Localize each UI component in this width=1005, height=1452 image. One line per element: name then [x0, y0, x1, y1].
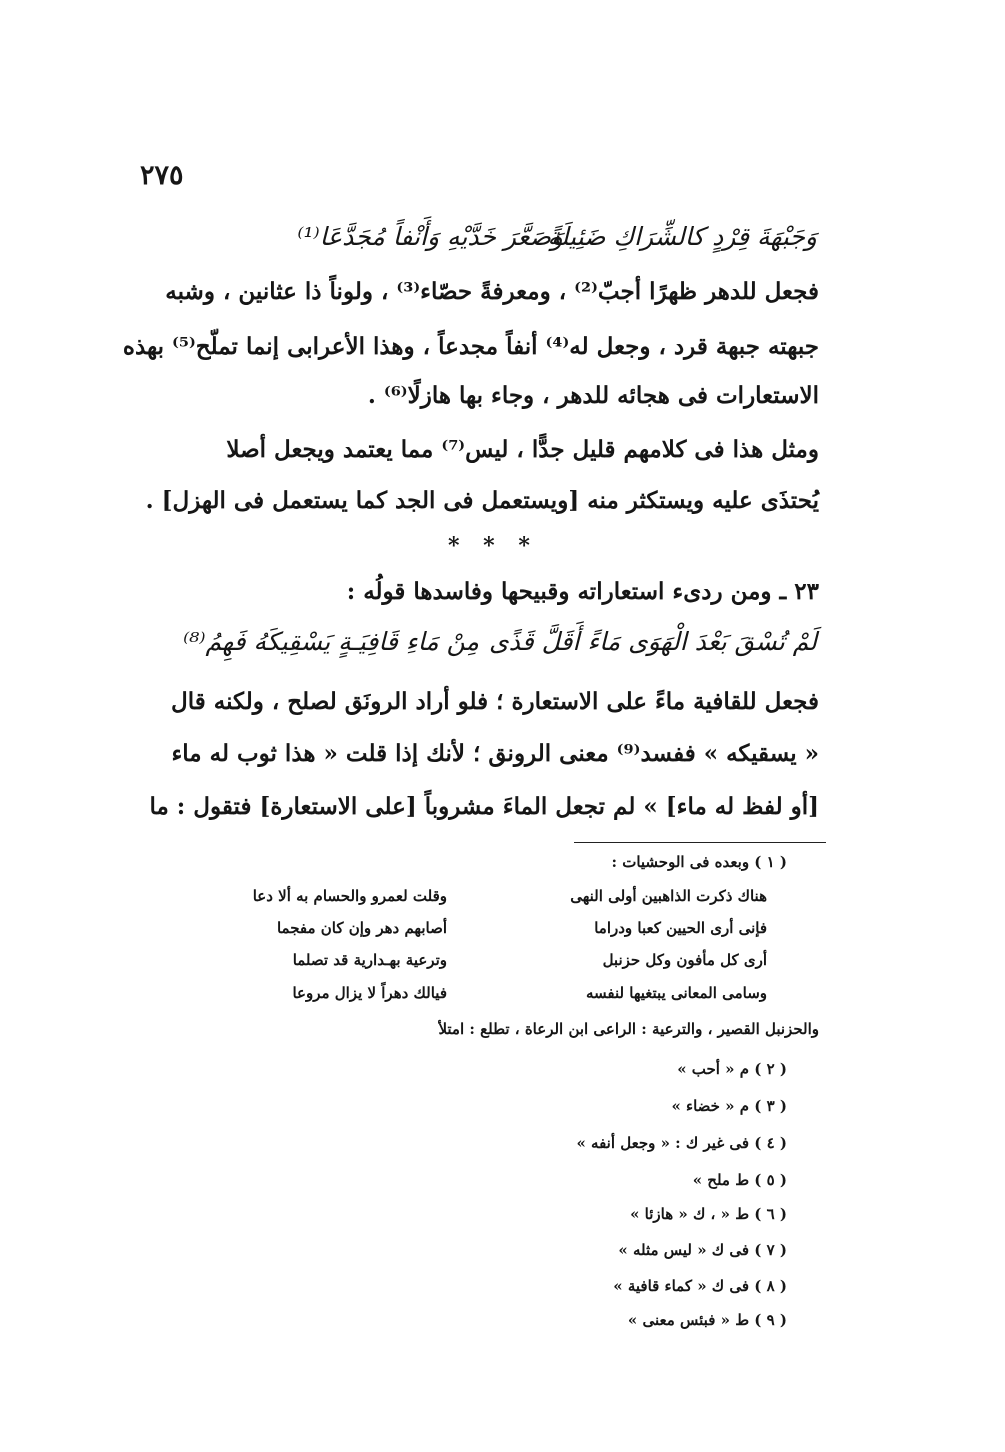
- footnote-1-gloss: والحزنبل القصير ، والترعية : الراعى ابن الرعاة ، تطلع : امتلأ: [438, 1020, 819, 1038]
- verse2-second-hemistich: مِنْ مَاءِ قَافِيَـةٍ يَسْقِيكَهُ فَهِمُ⁽⁸⁾: [183, 627, 479, 656]
- section-separator: * * *: [448, 533, 538, 559]
- paragraph2-line-1: ومثل هذا فى كلامهم قليل جدًّا ، ليس⁽⁷⁾ مما يعتمد ويجعل أصلا: [226, 436, 819, 463]
- footnote-5: ( ٥ ) ط ملح »: [692, 1171, 787, 1189]
- footnote-poem-line-1-left: وقلت لعمرو والحسام به ألا دعا: [252, 887, 447, 905]
- paragraph3-line-3: [أو لفظ له ماء] » لم تجعل الماءَ مشروباً [على الاستعارة] فتقول : ما: [149, 793, 819, 820]
- paragraph1-line-2: جبهته جبهة قرد ، وجعل له⁽⁴⁾ أنفاً مجدعاً ، وهذا الأعرابى إنما تملّح⁽⁵⁾ بهذه: [122, 333, 819, 360]
- footnote-3: ( ٣ ) م « خضاء »: [671, 1097, 787, 1115]
- footnote-poem-line-2-left: أصابهم دهر وإن كان مفجما: [276, 919, 447, 937]
- footnote-divider: [574, 842, 826, 843]
- footnote-7: ( ٧ ) فى ك « ليس مثله »: [618, 1241, 787, 1259]
- paragraph1-line-3: الاستعارات فى هجائه للدهر ، وجاء بها هازلًا⁽⁶⁾ .: [367, 382, 819, 409]
- footnote-8: ( ٨ ) فى ك « كماء قافية »: [613, 1277, 787, 1295]
- verse2-first-hemistich: لَمْ تُسْقَ بَعْدَ الْهَوَى مَاءً أَقَلَّ قَذًى: [489, 627, 817, 656]
- footnote-1-intro: ( ١ ) وبعده فى الوحشيات :: [611, 853, 787, 871]
- footnote-6: ( ٦ ) ط « ، ك « هازئا »: [630, 1205, 787, 1223]
- section-heading: ٢٣ ـ ومن ردىء استعاراته وقبيحها وفاسدها قولُه :: [346, 578, 819, 605]
- page-number: ٢٧٥: [140, 160, 184, 191]
- footnote-poem-line-4-left: فيالك دهراً لا يزال مروعا: [292, 984, 447, 1002]
- paragraph3-line-1: فجعل للقافية ماءً على الاستعارة ؛ فلو أراد الرونَق لصلح ، ولكنه قال: [171, 688, 819, 715]
- footnote-poem-line-1-right: هناك ذكرت الذاهبين أولى النهى: [570, 887, 767, 905]
- footnote-4: ( ٤ ) فى غير ك : « وجعل أنفه »: [576, 1134, 787, 1152]
- paragraph3-line-2: « يسقيكه » ففسد⁽⁹⁾ معنى الرونق ؛ لأنك إذا قلت « هذا ثوب له ماء: [171, 740, 819, 767]
- paragraph2-line-2: يُحتذَى عليه ويستكثر منه [ويستعمل فى الجد كما يستعمل فى الهزل] .: [145, 487, 819, 514]
- paragraph1-line-1: فجعل للدهر ظهرًا أجبّ⁽²⁾ ، ومعرفةً حصّاء⁽³⁾ ، ولوناً ذا عثانين ، وشبه: [165, 278, 819, 305]
- footnote-poem-line-3-right: أرى كل مأفون وكل حزنبل: [602, 951, 767, 969]
- footnote-poem-line-2-right: فإنى أرى الحيين كعبا ودراما: [594, 919, 767, 937]
- footnote-poem-line-3-left: وترعية بهـدارية قد تصلما: [292, 951, 447, 969]
- footnote-poem-line-4-right: وسامى المعانى يبتغيها لنفسه: [585, 984, 767, 1002]
- footnote-9: ( ٩ ) ط « فبئس معنى »: [627, 1311, 787, 1329]
- footnote-2: ( ٢ ) م « أحب »: [677, 1060, 787, 1078]
- verse1-second-hemistich: وَصَعَّرَ خَدَّيْهِ وَأَنْفاً مُجَدَّعَا⁽¹⁾: [297, 222, 563, 251]
- verse1-first-hemistich: وَجَبْهَةَ قِرْدٍ كالشِّرَاكِ ضَئِيلَةً: [547, 222, 817, 251]
